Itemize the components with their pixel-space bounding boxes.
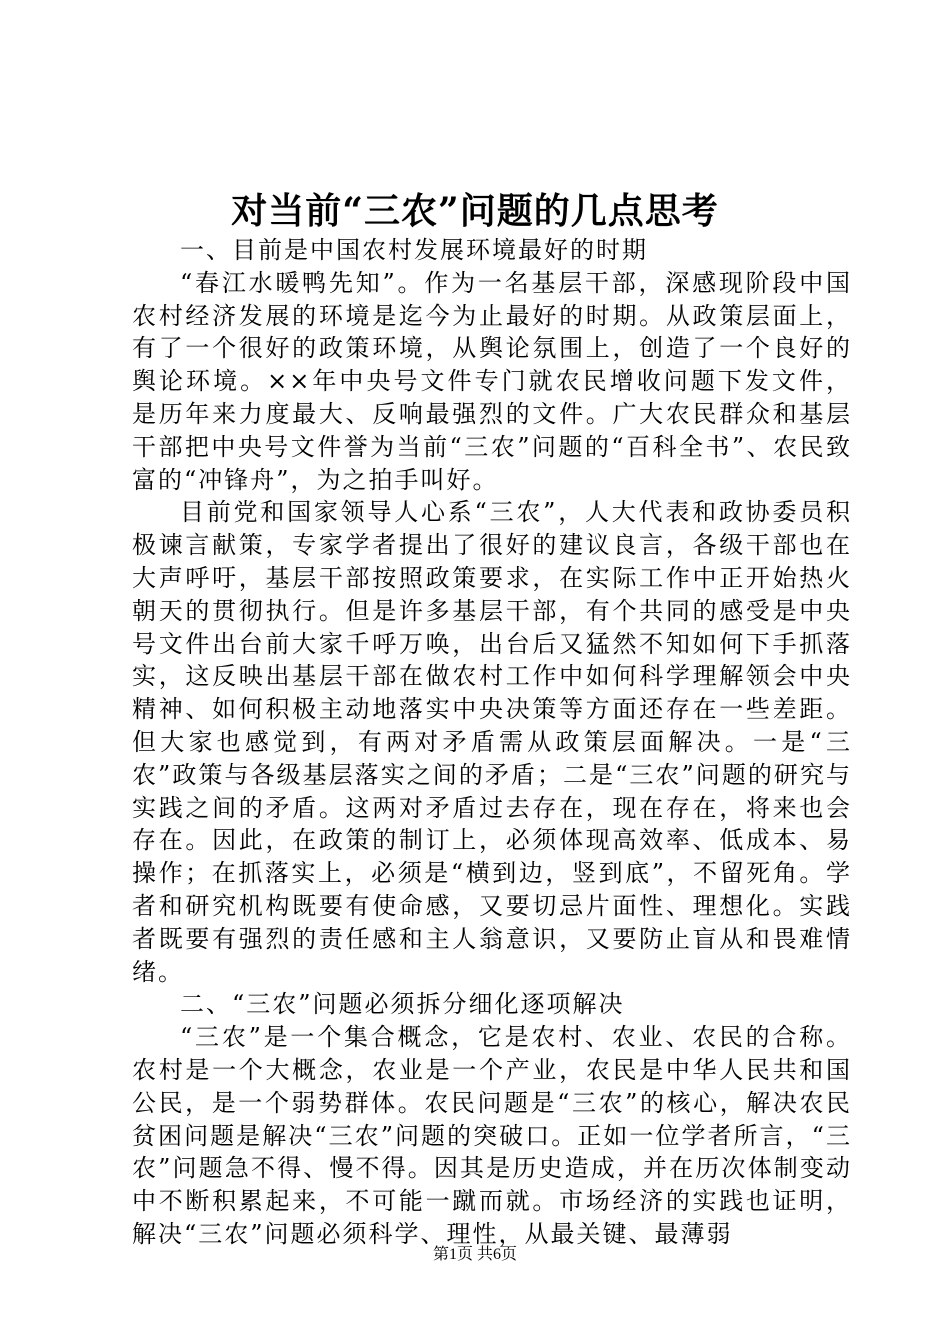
document-body: [132, 234, 852, 1251]
body-paragraph-2: 目前党和国家领导人心系“三农”，人大代表和政协委员积极谏言献策，专家学者提出了很好的建议良言，各级干部也在大声呼吁，基层干部按照政策要求，在实际工作中正开始热火朝天的贯彻执行。但是许多基层干部，有个共同的感受是中央号文件出台前大家千呼万唤，出台后又猛然不知如何下手抓落实，这反映出基层干部在做农村工作中如何科学理解领会中央精神、如何积极主动地落实中央决策等方面还存在一些差距。但大家也感觉到，有两对矛盾需从政策层面解决。一是“三农”政策与各级基层落实之间的矛盾；二是“三农”问题的研究与实践之间的矛盾。这两对矛盾过去存在，现在存在，将来也会存在。因此，在政策的制订上，必须体现高效率、低成本、易操作；在抓落实上，必须是“横到边，竖到底”，不留死角。学者和研究机构既要有使命感，又要切忌片面性、理想化。实践者既要有强烈的责任感和主人翁意识，又要防止盲从和畏难情绪。: [132, 498, 852, 986]
body-paragraph-3: “三农”是一个集合概念，它是农村、农业、农民的合称。农村是一个大概念，农业是一个产业，农民是中华人民共和国公民，是一个弱势群体。农民问题是“三农”的核心，解决农民贫困问题是解决“三农”问题的突破口。正如一位学者所言，“三农”问题急不得、慢不得。因其是历史造成，并在历次体制变动中不断积累起来，不可能一蹴而就。市场经济的实践也证明，解决“三农”问题必须科学、理性，从最关键、最薄弱: [132, 1023, 852, 1248]
document-title: 对当前“三农”问题的几点思考: [231, 190, 719, 232]
section-heading-1: 一、目前是中国农村发展环境最好的时期: [180, 236, 648, 264]
section-heading-2: 二、“三农”问题必须拆分细化逐项解决: [180, 990, 625, 1019]
body-paragraph-1: “春江水暖鸭先知”。作为一名基层干部，深感现阶段中国农村经济发展的环境是迄今为止最好的时期。从政策层面上，有了一个很好的政策环境，从舆论氛围上，创造了一个良好的舆论环境。××年中央号文件专门就农民增收问题下发文件，是历年来力度最大、反响最强烈的文件。广大农民群众和基层干部把中央号文件誉为当前“三农”问题的“百科全书”、农民致富的“冲锋舟”，为之拍手叫好。: [132, 268, 852, 494]
page-footer: 第1页 共6页: [432, 1246, 517, 1263]
